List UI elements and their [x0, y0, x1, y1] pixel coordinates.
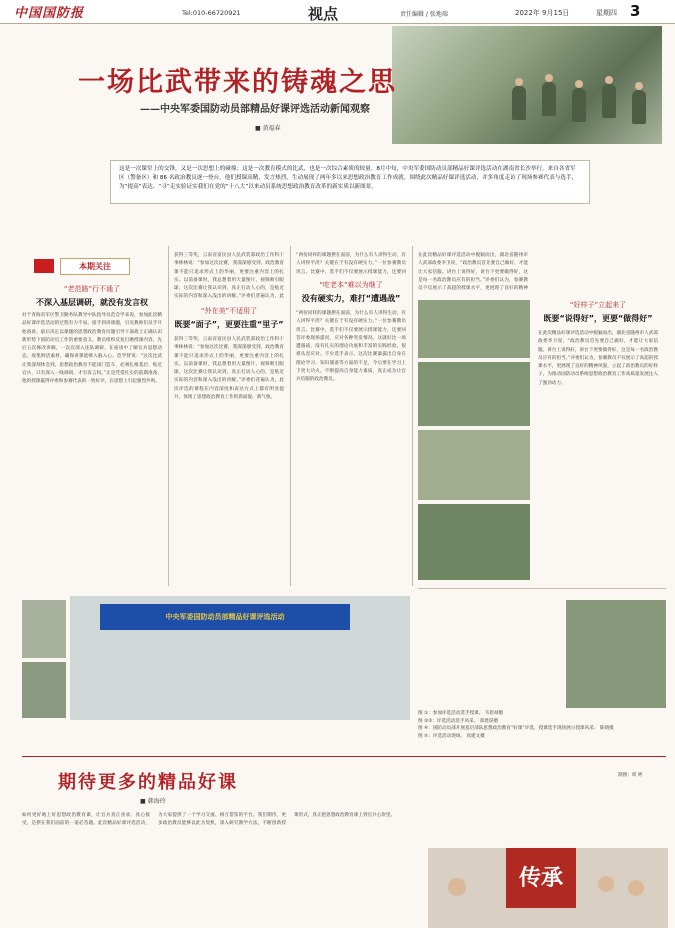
editor-line: 责任编辑 / 张地瑞	[400, 11, 448, 18]
photo-small-1	[22, 600, 66, 658]
bottom-byline: ■ 韩海玲	[140, 798, 166, 805]
column2-top-text: 获得三等奖，云南省富民县人民武装部政治工作科干事林林说：“参加这次比赛，我深深感受到，政治教育课不能只追求形式上的华丽，更要注重内容上的扎实。以前备课时，我总想着用大量图片、视频吸引眼球，这次比赛让我认识到，真正打动人心的，是贴近实际的内容和深入浅出的讲解。”评委们普遍认为，此	[174, 253, 284, 300]
lead-box	[110, 160, 590, 204]
banner-screen-text: 中央军委国防动员部精品好课评选活动	[100, 604, 350, 630]
page-credit: 制图：周 婷	[618, 773, 643, 778]
column4-top-text: 在此次精品好课评选活动中脱颖而出，湖北省随州市人武部政委李卫说，“政治教员首先要自己做好，才能让大家信服。讲台上说得好，讲台下更要做得好，这是每一名政治教员应有的担当。”评委们认为，参赛教员不仅展示了高超的授课水平，更展现了良好的精神	[418, 253, 528, 292]
section2-title: 既要“面子”，更要注重“里子”	[174, 320, 284, 329]
section-divider	[22, 756, 666, 757]
section1-quote: “老范路”行不通了	[63, 285, 121, 293]
caption-1: 图 ①：参加评选活动选手授课。 韦思禄摄	[418, 711, 504, 716]
newspaper-logo: 中国国防报	[14, 6, 85, 21]
chuan-banner-text: 传承	[506, 848, 576, 908]
section3-title: 没有硬实力，难打“遭遇战”	[301, 294, 401, 303]
section4-title: 既要“说得好”，更要“做得好”	[543, 314, 653, 323]
main-subhead: ——中央军委国防动员部精品好课评选活动新闻观察	[140, 104, 370, 115]
column-divider	[412, 246, 413, 586]
captions	[418, 710, 666, 770]
section3-quote: “吃老本”难以为继了	[319, 281, 383, 289]
photo-soldier-2	[418, 362, 530, 426]
top-photo	[392, 26, 662, 144]
photo-soldier-4	[418, 504, 530, 580]
caption-divider	[418, 588, 666, 589]
flag-icon	[34, 259, 54, 273]
caption-4: 图 ⑤：评选活动现场。 高建文摄	[418, 733, 485, 739]
column-divider	[168, 246, 169, 586]
telephone: Tel:010-66720921	[182, 9, 241, 17]
main-headline: 一场比武带来的铸魂之思	[78, 67, 397, 98]
photo-soldier-5	[566, 600, 666, 708]
column2-text: 获得三等奖，云南省富民县人民武装部政治工作科干事林林说：“参加这次比赛，我深深感受到，政治教育课不能只追求形式上的华丽，更要注重内容上的扎实。以前备课时，我总想着用大量图片、视频吸引眼球，这次比赛让我认识到，真正打动人心的，是贴近实际的内容和深入浅出的讲解。”评委们普遍认为，此次评选的课程在内容深度和表达方式上都有明显提升，体现了思想政治教育工作的新面貌、新气象。	[174, 337, 284, 401]
section2-quote: “外在美”不适用了	[200, 307, 258, 315]
column4-text: 在此次精品好课评选活动中脱颖而出，湖北省随州市人武部政委李卫说，“政治教员首先要自己做好，才能让大家信服。讲台上说得好，讲台下更要做得好，这是每一名政治教员应有的担当。”评委们认为，参赛教员不仅展示了高超的授课水平，更展现了良好的精神风貌，立起了政治教员的好样子，为推动国防动员系统思想政治教育工作高质量发展注入了强劲动力。	[538, 331, 658, 386]
bottom-headline: 期待更多的精品好课	[58, 772, 238, 793]
column3-top-text: “两份同样的课题摆在面前，为什么有人讲得生动，有人讲得平淡？关键在于有没有硬实力。”一位参赛教员坦言。比赛中，选手们不仅要展示授课能力，还要回	[296, 253, 406, 274]
photo-soldier-1	[418, 300, 530, 358]
lead-text: 这是一次课堂上的交锋，又是一次思想上的碰撞；这是一次教育模式的比武，也是一次综合素质的较量。8月中旬，中央军委国防动员部精品好课评选活动在湖南省长沙举行。来自各省军区（警备区）和 86 名政治教员逐一登台，他们授课高精，发言热烈，生动展现了两年多以来思想政治教育工作成就。围绕此次精品好课评选活动，并多角度走访了现场参赛代表与选手，为“提高”表达、“寻”走实验证实我们在党的“十八大”以来动员系统思想政治教育改革的新实质以新图景。	[119, 166, 578, 190]
bottom-text: 如何更好地上好思想政治教育课，让官兵真正喜欢、真心接受，是摆在我们面前的一道必答题。此次精品好课评选活动，为大家提供了一个学习交流、相互借鉴的平台。我们期待，更多政治教员能够以此为契机，深入研究教学方法，不断创新授课形式，真正把思想政治教育课上到官兵心坎里。	[22, 813, 396, 827]
caption-2: 图 ②③：评选活动选手风采。 郑建谋摄	[418, 718, 499, 724]
page-number: 3	[630, 2, 641, 20]
main-byline: ■ 黄福春	[255, 125, 281, 132]
issue-date: 2022年 9月15日	[515, 9, 570, 17]
caption-3: 图 ④：国防动员部开展基层部队思想政治教育“好课”评选，授课选手现场展示授课风采。 陈婧摄	[418, 726, 614, 731]
issue-weekday: 星期四	[596, 9, 617, 17]
section-title: 视点	[308, 5, 339, 23]
chuan-photo	[428, 848, 668, 928]
section4-quote: “好样子”立起来了	[569, 301, 627, 309]
column3-text: “两份同样的课题摆在面前，为什么有人讲得生动，有人讲得平淡？关键在于有没有硬实力。”一位参赛教员坦言。比赛中，选手们不仅要展示授课能力，还要回答评委现场提问，应对各种突发情况。这就好比一场遭遇战，没有扎实的理论功底和丰富的实践经验，很难从容应对。不少选手表示，这次比赛暴露出自身在理论学习、知识储备等方面的不足，今后要在学习上下更大功夫，不断提高自身能力素质，真正成为让官兵信服的政治教员。	[296, 311, 406, 383]
photo-soldier-3	[418, 430, 530, 500]
photo-small-2	[22, 662, 66, 718]
event-banner-photo	[70, 596, 410, 720]
column-divider	[290, 246, 291, 586]
column1-text: 对于青海省军区警卫勤务队教导中队指导员范会学来说，参加此次精品好课评选活动的过程有力不易。接手到讲课题，引见教师们及手开始备讲。最后决定以课题的思想政治教育问题引导干部战士正确认识新形势下国防动员工作的重要意义。教员组织反复打磨授课内容，先后五次修改讲稿，一次次深入连队调研，在座谈中了解官兵思想动态，收集鲜活素材，确保讲课能够入脑入心。范学智说：“这次比武让我深刻体会到，思想政治教育不能闭门造车，必须扎根基层、贴近官兵，只有深入一线调研，才有发言权。”正是凭借扎实的前期准备，他的授课赢得评委和参赛代表的一致好评，在思想上引起强烈共鸣。	[22, 313, 162, 385]
section1-title: 不深入基层调研，就没有发言权	[36, 298, 148, 307]
focus-label: 本期关注	[60, 258, 130, 275]
